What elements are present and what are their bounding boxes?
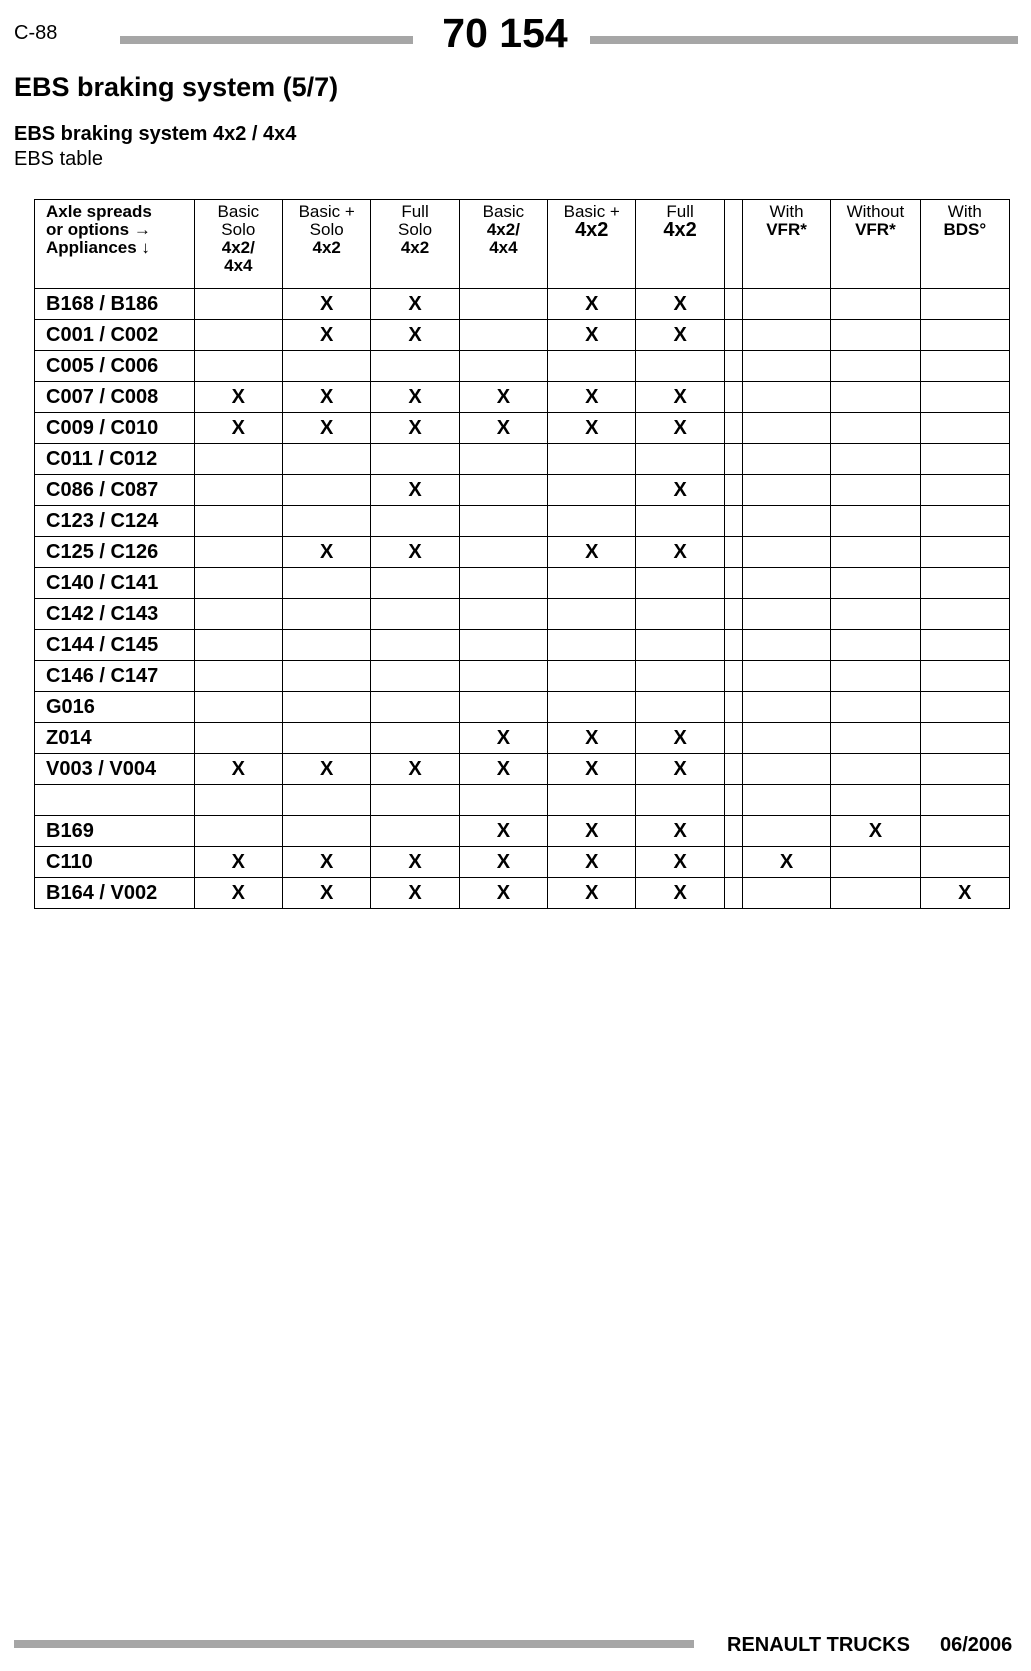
table-cell: [636, 506, 724, 537]
table-row: [35, 692, 1010, 723]
table-row: [35, 506, 1010, 537]
table-cell: X: [194, 754, 282, 785]
table-cell: [636, 785, 724, 816]
row-label: Z014: [35, 723, 195, 754]
table-row: [35, 351, 1010, 382]
table-cell: [742, 661, 830, 692]
table-cell: X: [371, 847, 459, 878]
table-row: [35, 661, 1010, 692]
table-cell: [831, 289, 920, 320]
spacer-cell: [724, 320, 742, 351]
table-cell: [742, 444, 830, 475]
table-cell: X: [459, 878, 547, 909]
table-cell: [371, 661, 459, 692]
table-cell: X: [636, 754, 724, 785]
row-label: C140 / C141: [35, 568, 195, 599]
table-row: [35, 754, 1010, 785]
row-label: C125 / C126: [35, 537, 195, 568]
table-cell: [920, 847, 1009, 878]
table-cell: [459, 692, 547, 723]
column-header: Full Solo 4x2: [371, 200, 459, 289]
spacer-cell: [724, 444, 742, 475]
table-cell: [548, 568, 636, 599]
table-cell: [920, 816, 1009, 847]
column-header: With BDS°: [920, 200, 1009, 289]
table-cell: [194, 630, 282, 661]
table-cell: [742, 878, 830, 909]
table-cell: X: [283, 847, 371, 878]
table-cell: [459, 537, 547, 568]
table-cell: [742, 785, 830, 816]
table-cell: X: [371, 289, 459, 320]
footer-brand: RENAULT TRUCKS: [727, 1634, 910, 1656]
table-cell: [920, 785, 1009, 816]
table-row: [35, 475, 1010, 506]
table-cell: [831, 599, 920, 630]
table-cell: [194, 444, 282, 475]
table-row: [35, 568, 1010, 599]
table-cell: [459, 630, 547, 661]
footer-rule: [14, 1640, 694, 1648]
column-header: Basic + Solo 4x2: [283, 200, 371, 289]
row-label: C011 / C012: [35, 444, 195, 475]
table-cell: [742, 351, 830, 382]
row-label: C146 / C147: [35, 661, 195, 692]
table-cell: [920, 599, 1009, 630]
table-cell: X: [548, 537, 636, 568]
table-cell: [920, 382, 1009, 413]
table-cell: [742, 816, 830, 847]
table-cell: X: [636, 816, 724, 847]
table-cell: [371, 785, 459, 816]
table-cell: [194, 475, 282, 506]
table-cell: X: [371, 537, 459, 568]
table-cell: [459, 475, 547, 506]
table-cell: [371, 444, 459, 475]
table-cell: X: [831, 816, 920, 847]
spacer-cell: [724, 785, 742, 816]
table-cell: X: [459, 816, 547, 847]
page-code: C-88: [14, 22, 58, 44]
table-cell: [920, 351, 1009, 382]
row-label: [35, 785, 195, 816]
row-label: C086 / C087: [35, 475, 195, 506]
spacer-cell: [724, 847, 742, 878]
table-cell: [459, 599, 547, 630]
table-cell: X: [636, 320, 724, 351]
row-label: B164 / V002: [35, 878, 195, 909]
table-cell: [459, 568, 547, 599]
table-cell: [920, 723, 1009, 754]
table-cell: [742, 475, 830, 506]
row-label: C005 / C006: [35, 351, 195, 382]
row-label: C144 / C145: [35, 630, 195, 661]
table-cell: [742, 537, 830, 568]
table-cell: X: [459, 413, 547, 444]
table-cell: [636, 692, 724, 723]
table-cell: [920, 506, 1009, 537]
table-cell: [548, 444, 636, 475]
table-cell: [831, 413, 920, 444]
table-cell: X: [283, 754, 371, 785]
table-cell: [194, 692, 282, 723]
spacer-cell: [724, 754, 742, 785]
table-cell: X: [636, 537, 724, 568]
table-cell: [742, 723, 830, 754]
table-cell: [920, 692, 1009, 723]
table-cell: [831, 878, 920, 909]
table-cell: [831, 847, 920, 878]
spacer-column-header: [724, 200, 742, 289]
table-cell: [548, 630, 636, 661]
table-row: [35, 413, 1010, 444]
table-row: [35, 444, 1010, 475]
spacer-cell: [724, 878, 742, 909]
table-cell: X: [194, 847, 282, 878]
table-cell: [742, 506, 830, 537]
table-cell: [283, 351, 371, 382]
table-cell: [283, 661, 371, 692]
spacer-cell: [724, 289, 742, 320]
table-cell: [742, 289, 830, 320]
table-cell: [548, 599, 636, 630]
table-cell: X: [371, 382, 459, 413]
table-row: [35, 785, 1010, 816]
table-cell: X: [194, 382, 282, 413]
table-row: [35, 847, 1010, 878]
table-body: [35, 289, 1010, 909]
spacer-cell: [724, 413, 742, 444]
column-header: Basic 4x2/ 4x4: [459, 200, 547, 289]
table-cell: X: [194, 413, 282, 444]
table-cell: [194, 661, 282, 692]
row-label: G016: [35, 692, 195, 723]
table-cell: X: [459, 847, 547, 878]
row-label: B169: [35, 816, 195, 847]
table-cell: [742, 754, 830, 785]
table-cell: [194, 816, 282, 847]
table-cell: [283, 444, 371, 475]
spacer-cell: [724, 382, 742, 413]
table-cell: [831, 661, 920, 692]
table-cell: [283, 785, 371, 816]
table-cell: [371, 630, 459, 661]
table-cell: [283, 630, 371, 661]
table-row: [35, 382, 1010, 413]
table-cell: [283, 816, 371, 847]
table-cell: X: [636, 413, 724, 444]
spacer-cell: [724, 475, 742, 506]
table-cell: X: [920, 878, 1009, 909]
table-cell: [831, 351, 920, 382]
section-title: EBS braking system (5/7): [14, 72, 339, 102]
table-row: [35, 537, 1010, 568]
table-row: [35, 599, 1010, 630]
table-cell: [459, 506, 547, 537]
document-number: 70 154: [442, 10, 568, 56]
header-rule-right: [590, 36, 1018, 44]
table-cell: X: [459, 754, 547, 785]
spacer-cell: [724, 599, 742, 630]
corner-line: Axle spreads: [46, 202, 152, 221]
spacer-cell: [724, 630, 742, 661]
spacer-cell: [724, 351, 742, 382]
table-cell: [459, 785, 547, 816]
table-cell: [831, 723, 920, 754]
table-cell: [742, 630, 830, 661]
table-cell: [831, 537, 920, 568]
table-cell: X: [459, 723, 547, 754]
column-header: With VFR*: [742, 200, 830, 289]
row-label: C142 / C143: [35, 599, 195, 630]
table-cell: X: [459, 382, 547, 413]
table-row: [35, 878, 1010, 909]
table-cell: [194, 289, 282, 320]
table-cell: [548, 351, 636, 382]
table-cell: [283, 475, 371, 506]
table-cell: [548, 661, 636, 692]
spacer-cell: [724, 568, 742, 599]
table-cell: [831, 630, 920, 661]
table-cell: [831, 785, 920, 816]
table-row: [35, 816, 1010, 847]
table-cell: [283, 568, 371, 599]
table-cell: [920, 320, 1009, 351]
table-cell: X: [371, 754, 459, 785]
table-row: [35, 320, 1010, 351]
table-cell: [831, 692, 920, 723]
table-caption: EBS table: [14, 148, 103, 170]
table-cell: [371, 506, 459, 537]
table-cell: [548, 506, 636, 537]
table-cell: [636, 630, 724, 661]
table-row: [35, 630, 1010, 661]
table-cell: [636, 661, 724, 692]
table-cell: [742, 568, 830, 599]
table-cell: X: [548, 754, 636, 785]
table-cell: [548, 785, 636, 816]
ebs-table: [34, 199, 1010, 909]
table-cell: X: [283, 320, 371, 351]
table-cell: X: [742, 847, 830, 878]
table-cell: X: [548, 320, 636, 351]
table-cell: X: [548, 816, 636, 847]
table-cell: [636, 444, 724, 475]
column-header: Basic + 4x2: [548, 200, 636, 289]
spacer-cell: [724, 661, 742, 692]
table-cell: [742, 599, 830, 630]
table-row: [35, 289, 1010, 320]
table-cell: [459, 351, 547, 382]
table-cell: [636, 351, 724, 382]
table-cell: [371, 599, 459, 630]
table-cell: X: [636, 289, 724, 320]
table-cell: X: [371, 475, 459, 506]
spacer-cell: [724, 506, 742, 537]
table-cell: X: [636, 382, 724, 413]
row-label: C001 / C002: [35, 320, 195, 351]
table-cell: X: [194, 878, 282, 909]
table-cell: [283, 506, 371, 537]
table-cell: X: [548, 878, 636, 909]
table-cell: [920, 444, 1009, 475]
table-cell: [831, 444, 920, 475]
table-cell: [920, 413, 1009, 444]
table-cell: [459, 289, 547, 320]
row-label: C123 / C124: [35, 506, 195, 537]
spacer-cell: [724, 723, 742, 754]
row-label: B168 / B186: [35, 289, 195, 320]
table-cell: [920, 661, 1009, 692]
table-cell: [194, 506, 282, 537]
table-cell: X: [371, 413, 459, 444]
table-cell: [194, 568, 282, 599]
table-cell: [920, 475, 1009, 506]
table-header-row: [35, 200, 1010, 289]
table-cell: X: [636, 847, 724, 878]
table-cell: [194, 320, 282, 351]
table-cell: [459, 320, 547, 351]
table-cell: X: [548, 382, 636, 413]
column-header: Basic Solo 4x2/ 4x4: [194, 200, 282, 289]
table-cell: [283, 723, 371, 754]
column-header: Without VFR*: [831, 200, 920, 289]
row-label: C110: [35, 847, 195, 878]
table-cell: [831, 506, 920, 537]
table-cell: X: [548, 723, 636, 754]
row-label: C009 / C010: [35, 413, 195, 444]
spacer-cell: [724, 692, 742, 723]
table-cell: X: [283, 413, 371, 444]
table-cell: [459, 444, 547, 475]
table-cell: [371, 723, 459, 754]
table-cell: [920, 537, 1009, 568]
table-cell: [371, 568, 459, 599]
table-cell: [194, 599, 282, 630]
table-cell: [920, 754, 1009, 785]
table-cell: [636, 568, 724, 599]
table-cell: [548, 692, 636, 723]
table-cell: [371, 692, 459, 723]
table-cell: X: [371, 320, 459, 351]
table-cell: [920, 289, 1009, 320]
table-cell: [920, 630, 1009, 661]
table-cell: [742, 320, 830, 351]
table-cell: [831, 382, 920, 413]
table-cell: X: [548, 847, 636, 878]
table-cell: [283, 692, 371, 723]
table-cell: X: [548, 289, 636, 320]
subtitle: EBS braking system 4x2 / 4x4: [14, 123, 297, 145]
table-cell: [636, 599, 724, 630]
table-cell: [742, 382, 830, 413]
table-cell: [831, 754, 920, 785]
spacer-cell: [724, 537, 742, 568]
table-cell: [194, 723, 282, 754]
table-cell: [742, 692, 830, 723]
table-cell: X: [371, 878, 459, 909]
table-cell: [831, 320, 920, 351]
spacer-cell: [724, 816, 742, 847]
corner-line: Appliances ↓: [46, 238, 150, 257]
table-cell: X: [548, 413, 636, 444]
table-cell: [742, 413, 830, 444]
table-cell: [371, 816, 459, 847]
corner-line: or options →: [46, 220, 151, 239]
table-cell: [920, 568, 1009, 599]
footer-date: 06/2006: [940, 1634, 1013, 1656]
table-row: [35, 723, 1010, 754]
table-cell: X: [283, 878, 371, 909]
row-label: V003 / V004: [35, 754, 195, 785]
table-cell: [283, 599, 371, 630]
table-cell: [194, 785, 282, 816]
row-label: C007 / C008: [35, 382, 195, 413]
table-cell: X: [283, 537, 371, 568]
column-header: Full 4x2: [636, 200, 724, 289]
table-cell: X: [283, 289, 371, 320]
header-rule-left: [120, 36, 413, 44]
table-cell: [831, 568, 920, 599]
table-cell: X: [636, 723, 724, 754]
table-cell: [548, 475, 636, 506]
table-cell: [194, 351, 282, 382]
table-cell: X: [636, 475, 724, 506]
corner-header: [35, 200, 195, 289]
table-cell: X: [283, 382, 371, 413]
table-cell: [459, 661, 547, 692]
table-cell: [831, 475, 920, 506]
table-cell: [194, 537, 282, 568]
table-cell: X: [636, 878, 724, 909]
table-cell: [371, 351, 459, 382]
